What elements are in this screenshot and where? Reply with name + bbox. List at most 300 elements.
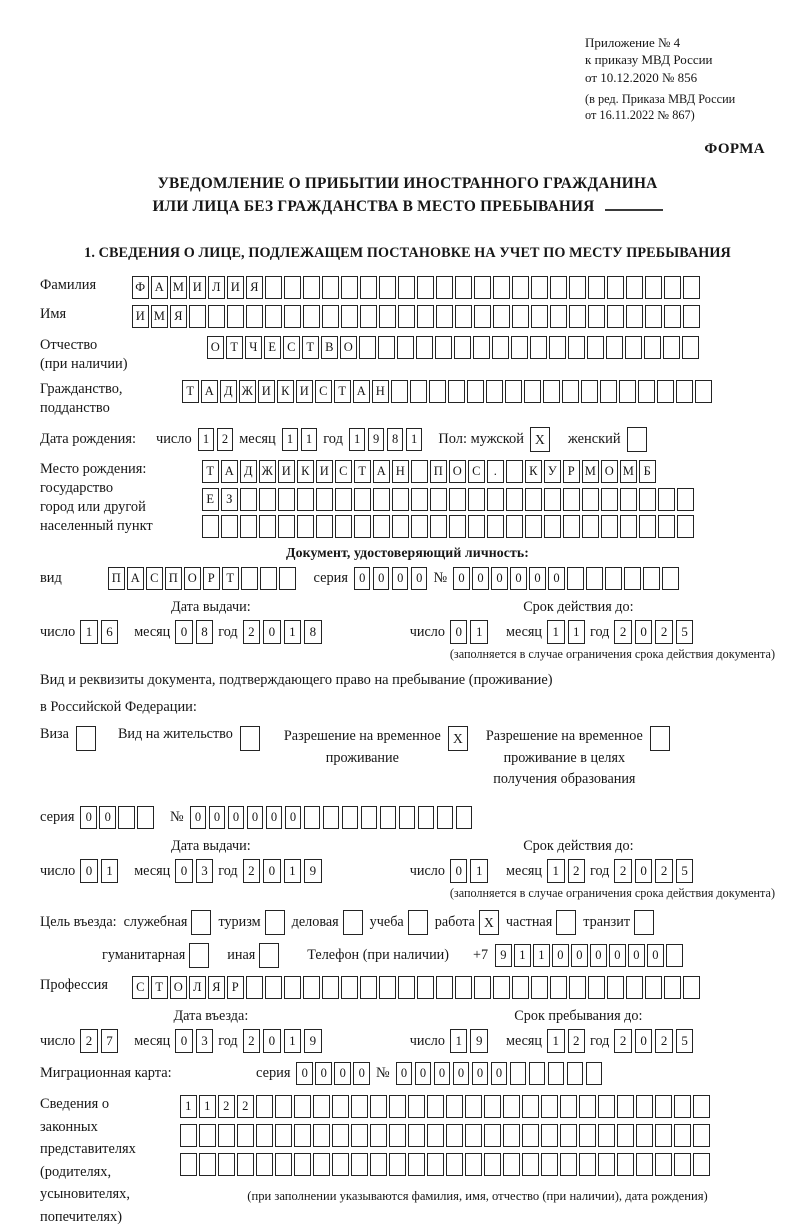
char-box[interactable]: 2 <box>80 1029 98 1053</box>
representatives-input-line2[interactable] <box>180 1124 775 1147</box>
char-box[interactable] <box>522 1095 539 1118</box>
char-box[interactable]: 5 <box>676 1029 694 1053</box>
char-box[interactable]: 1 <box>514 944 531 967</box>
char-box[interactable] <box>541 1153 558 1176</box>
char-box[interactable] <box>303 305 320 328</box>
char-box[interactable] <box>259 515 276 538</box>
char-box[interactable] <box>392 515 409 538</box>
char-box[interactable] <box>275 1095 292 1118</box>
representatives-input-line3[interactable] <box>180 1153 775 1176</box>
char-box[interactable] <box>341 305 358 328</box>
char-box[interactable] <box>588 976 605 999</box>
char-box[interactable] <box>666 944 683 967</box>
char-box[interactable]: С <box>132 976 149 999</box>
char-box[interactable] <box>544 488 561 511</box>
char-box[interactable] <box>606 336 623 359</box>
char-box[interactable]: А <box>221 460 238 483</box>
birthplace-input-line2[interactable] <box>202 488 694 511</box>
char-box[interactable]: З <box>221 488 238 511</box>
char-box[interactable] <box>522 1124 539 1147</box>
char-box[interactable]: 0 <box>590 944 607 967</box>
char-box[interactable] <box>411 488 428 511</box>
char-box[interactable] <box>278 515 295 538</box>
permit-issue-year[interactable] <box>243 859 322 883</box>
char-box[interactable] <box>237 1153 254 1176</box>
char-box[interactable] <box>617 1124 634 1147</box>
char-box[interactable]: К <box>277 380 294 403</box>
char-box[interactable] <box>436 976 453 999</box>
char-box[interactable]: 2 <box>243 620 261 644</box>
char-box[interactable] <box>218 1153 235 1176</box>
char-box[interactable]: О <box>170 976 187 999</box>
char-box[interactable]: 0 <box>453 567 470 590</box>
char-box[interactable]: 9 <box>368 428 385 451</box>
char-box[interactable]: 1 <box>80 620 98 644</box>
char-box[interactable]: В <box>321 336 338 359</box>
char-box[interactable] <box>360 276 377 299</box>
char-box[interactable]: 1 <box>547 859 565 883</box>
doc-valid-day[interactable] <box>450 620 488 644</box>
char-box[interactable] <box>446 1153 463 1176</box>
char-box[interactable]: А <box>373 460 390 483</box>
char-box[interactable] <box>693 1095 710 1118</box>
char-box[interactable] <box>389 1095 406 1118</box>
char-box[interactable] <box>449 515 466 538</box>
char-box[interactable] <box>605 567 622 590</box>
char-box[interactable]: Ж <box>239 380 256 403</box>
char-box[interactable] <box>410 380 427 403</box>
permit-number-input[interactable] <box>190 806 473 829</box>
char-box[interactable] <box>313 1095 330 1118</box>
char-box[interactable] <box>683 305 700 328</box>
temp-residence-edu-checkbox[interactable] <box>650 726 670 751</box>
char-box[interactable] <box>448 380 465 403</box>
char-box[interactable] <box>265 276 282 299</box>
char-box[interactable] <box>503 1124 520 1147</box>
char-box[interactable] <box>524 380 541 403</box>
char-box[interactable]: Д <box>240 460 257 483</box>
char-box[interactable] <box>359 336 376 359</box>
char-box[interactable] <box>303 976 320 999</box>
char-box[interactable] <box>373 488 390 511</box>
char-box[interactable] <box>563 488 580 511</box>
patronymic-input[interactable] <box>207 336 699 359</box>
char-box[interactable] <box>645 976 662 999</box>
char-box[interactable]: 0 <box>491 567 508 590</box>
char-box[interactable] <box>180 1124 197 1147</box>
char-box[interactable]: 0 <box>628 944 645 967</box>
char-box[interactable]: 6 <box>101 620 119 644</box>
char-box[interactable]: 3 <box>196 1029 214 1053</box>
char-box[interactable] <box>351 1124 368 1147</box>
char-box[interactable] <box>484 1095 501 1118</box>
char-box[interactable]: 2 <box>243 859 261 883</box>
char-box[interactable]: О <box>184 567 201 590</box>
char-box[interactable]: Т <box>302 336 319 359</box>
char-box[interactable] <box>332 1124 349 1147</box>
char-box[interactable] <box>398 305 415 328</box>
char-box[interactable] <box>664 976 681 999</box>
char-box[interactable] <box>655 1153 672 1176</box>
char-box[interactable] <box>531 276 548 299</box>
char-box[interactable] <box>522 1153 539 1176</box>
char-box[interactable]: Ф <box>132 276 149 299</box>
char-box[interactable] <box>227 305 244 328</box>
char-box[interactable] <box>430 488 447 511</box>
char-box[interactable] <box>562 380 579 403</box>
char-box[interactable] <box>284 305 301 328</box>
char-box[interactable] <box>240 515 257 538</box>
stay-day[interactable] <box>450 1029 488 1053</box>
purpose-other-checkbox[interactable] <box>259 943 279 968</box>
char-box[interactable]: Т <box>202 460 219 483</box>
name-input[interactable] <box>132 305 700 328</box>
char-box[interactable] <box>645 305 662 328</box>
char-box[interactable]: 0 <box>266 806 283 829</box>
char-box[interactable] <box>486 380 503 403</box>
char-box[interactable] <box>354 488 371 511</box>
char-box[interactable] <box>332 1153 349 1176</box>
char-box[interactable] <box>455 976 472 999</box>
phone-input[interactable] <box>495 944 683 967</box>
char-box[interactable]: Б <box>639 460 656 483</box>
char-box[interactable] <box>436 305 453 328</box>
char-box[interactable]: 0 <box>247 806 264 829</box>
purpose-transit-checkbox[interactable] <box>634 910 654 935</box>
char-box[interactable]: И <box>278 460 295 483</box>
char-box[interactable]: О <box>340 336 357 359</box>
temp-residence-checkbox[interactable]: X <box>448 726 468 751</box>
char-box[interactable] <box>493 276 510 299</box>
char-box[interactable]: 2 <box>568 1029 586 1053</box>
char-box[interactable] <box>430 515 447 538</box>
char-box[interactable] <box>389 1124 406 1147</box>
char-box[interactable] <box>294 1124 311 1147</box>
char-box[interactable]: 9 <box>495 944 512 967</box>
char-box[interactable] <box>408 1153 425 1176</box>
doc-issue-month[interactable] <box>175 620 213 644</box>
char-box[interactable]: И <box>296 380 313 403</box>
char-box[interactable] <box>579 1153 596 1176</box>
char-box[interactable] <box>398 976 415 999</box>
char-box[interactable] <box>676 380 693 403</box>
purpose-business-checkbox[interactable] <box>343 910 363 935</box>
char-box[interactable]: 0 <box>190 806 207 829</box>
char-box[interactable] <box>221 515 238 538</box>
char-box[interactable] <box>588 276 605 299</box>
char-box[interactable] <box>560 1124 577 1147</box>
char-box[interactable] <box>454 336 471 359</box>
char-box[interactable]: У <box>544 460 561 483</box>
char-box[interactable]: О <box>601 460 618 483</box>
char-box[interactable]: 0 <box>80 859 98 883</box>
char-box[interactable]: 1 <box>533 944 550 967</box>
char-box[interactable] <box>411 460 428 483</box>
char-box[interactable]: 7 <box>101 1029 119 1053</box>
char-box[interactable] <box>493 305 510 328</box>
char-box[interactable] <box>548 1062 565 1085</box>
char-box[interactable] <box>449 488 466 511</box>
char-box[interactable]: И <box>316 460 333 483</box>
char-box[interactable]: 1 <box>284 620 302 644</box>
char-box[interactable] <box>455 305 472 328</box>
gender-female-checkbox[interactable] <box>627 427 647 452</box>
char-box[interactable] <box>137 806 154 829</box>
char-box[interactable]: 0 <box>609 944 626 967</box>
char-box[interactable]: 1 <box>198 428 215 451</box>
char-box[interactable] <box>379 305 396 328</box>
char-box[interactable] <box>398 276 415 299</box>
char-box[interactable] <box>392 488 409 511</box>
char-box[interactable] <box>294 1153 311 1176</box>
char-box[interactable] <box>370 1124 387 1147</box>
char-box[interactable] <box>456 806 473 829</box>
char-box[interactable]: Н <box>392 460 409 483</box>
doc-issue-day[interactable] <box>80 620 118 644</box>
char-box[interactable] <box>237 1124 254 1147</box>
char-box[interactable] <box>550 976 567 999</box>
char-box[interactable]: А <box>353 380 370 403</box>
char-box[interactable] <box>208 305 225 328</box>
char-box[interactable]: Д <box>220 380 237 403</box>
char-box[interactable] <box>560 1095 577 1118</box>
char-box[interactable]: Ж <box>259 460 276 483</box>
char-box[interactable]: 0 <box>228 806 245 829</box>
char-box[interactable] <box>541 1095 558 1118</box>
char-box[interactable]: Я <box>170 305 187 328</box>
doc-number-input[interactable] <box>453 567 679 590</box>
char-box[interactable] <box>644 336 661 359</box>
char-box[interactable] <box>313 1153 330 1176</box>
char-box[interactable]: 0 <box>434 1062 451 1085</box>
char-box[interactable]: 0 <box>80 806 97 829</box>
char-box[interactable] <box>636 1153 653 1176</box>
char-box[interactable] <box>484 1153 501 1176</box>
char-box[interactable] <box>505 380 522 403</box>
char-box[interactable] <box>218 1124 235 1147</box>
char-box[interactable] <box>512 305 529 328</box>
char-box[interactable]: Т <box>226 336 243 359</box>
char-box[interactable] <box>544 515 561 538</box>
char-box[interactable]: 2 <box>655 859 673 883</box>
char-box[interactable] <box>657 380 674 403</box>
char-box[interactable] <box>503 1153 520 1176</box>
char-box[interactable]: 5 <box>676 620 694 644</box>
char-box[interactable] <box>639 488 656 511</box>
char-box[interactable] <box>600 380 617 403</box>
char-box[interactable] <box>354 515 371 538</box>
char-box[interactable] <box>323 806 340 829</box>
char-box[interactable] <box>598 1124 615 1147</box>
char-box[interactable]: 3 <box>196 859 214 883</box>
char-box[interactable] <box>598 1153 615 1176</box>
char-box[interactable] <box>465 1124 482 1147</box>
char-box[interactable]: 2 <box>237 1095 254 1118</box>
char-box[interactable]: 0 <box>263 620 281 644</box>
char-box[interactable] <box>579 1095 596 1118</box>
char-box[interactable] <box>427 1095 444 1118</box>
doc-issue-year[interactable] <box>243 620 322 644</box>
char-box[interactable] <box>487 488 504 511</box>
char-box[interactable] <box>655 1124 672 1147</box>
char-box[interactable] <box>360 976 377 999</box>
migration-number-input[interactable] <box>396 1062 603 1085</box>
char-box[interactable]: 1 <box>101 859 119 883</box>
char-box[interactable] <box>655 1095 672 1118</box>
char-box[interactable] <box>341 276 358 299</box>
char-box[interactable]: 1 <box>470 859 488 883</box>
char-box[interactable]: 0 <box>175 1029 193 1053</box>
char-box[interactable] <box>241 567 258 590</box>
char-box[interactable] <box>624 567 641 590</box>
representatives-input-line1[interactable] <box>180 1095 775 1118</box>
char-box[interactable] <box>563 515 580 538</box>
char-box[interactable]: М <box>620 460 637 483</box>
char-box[interactable] <box>569 276 586 299</box>
char-box[interactable] <box>487 515 504 538</box>
char-box[interactable] <box>582 515 599 538</box>
char-box[interactable]: 0 <box>411 567 428 590</box>
char-box[interactable]: М <box>582 460 599 483</box>
char-box[interactable]: 1 <box>406 428 423 451</box>
char-box[interactable] <box>313 1124 330 1147</box>
char-box[interactable] <box>626 276 643 299</box>
char-box[interactable] <box>643 567 660 590</box>
char-box[interactable] <box>511 336 528 359</box>
char-box[interactable]: 0 <box>99 806 116 829</box>
char-box[interactable] <box>569 976 586 999</box>
char-box[interactable]: 0 <box>552 944 569 967</box>
char-box[interactable] <box>256 1153 273 1176</box>
char-box[interactable]: 0 <box>392 567 409 590</box>
char-box[interactable]: 1 <box>284 859 302 883</box>
char-box[interactable] <box>437 806 454 829</box>
char-box[interactable]: С <box>283 336 300 359</box>
char-box[interactable] <box>351 1095 368 1118</box>
char-box[interactable]: С <box>146 567 163 590</box>
char-box[interactable] <box>373 515 390 538</box>
char-box[interactable] <box>601 515 618 538</box>
char-box[interactable] <box>446 1124 463 1147</box>
char-box[interactable] <box>322 305 339 328</box>
char-box[interactable] <box>683 276 700 299</box>
char-box[interactable]: 0 <box>647 944 664 967</box>
char-box[interactable] <box>663 336 680 359</box>
char-box[interactable] <box>417 305 434 328</box>
char-box[interactable] <box>607 276 624 299</box>
char-box[interactable] <box>598 1095 615 1118</box>
doc-series-input[interactable] <box>354 567 428 590</box>
char-box[interactable] <box>525 515 542 538</box>
char-box[interactable] <box>639 515 656 538</box>
permit-series-input[interactable] <box>80 806 154 829</box>
char-box[interactable] <box>294 1095 311 1118</box>
char-box[interactable] <box>525 488 542 511</box>
char-box[interactable] <box>625 336 642 359</box>
char-box[interactable] <box>256 1095 273 1118</box>
char-box[interactable]: 0 <box>450 620 468 644</box>
char-box[interactable]: 2 <box>655 620 673 644</box>
char-box[interactable] <box>626 976 643 999</box>
char-box[interactable] <box>256 1124 273 1147</box>
char-box[interactable]: 0 <box>548 567 565 590</box>
char-box[interactable] <box>664 305 681 328</box>
char-box[interactable] <box>389 1153 406 1176</box>
char-box[interactable] <box>303 276 320 299</box>
char-box[interactable] <box>332 1095 349 1118</box>
gender-male-checkbox[interactable]: X <box>530 427 550 452</box>
char-box[interactable]: А <box>151 276 168 299</box>
visa-checkbox[interactable] <box>76 726 96 751</box>
char-box[interactable] <box>550 305 567 328</box>
char-box[interactable] <box>297 488 314 511</box>
char-box[interactable] <box>260 567 277 590</box>
char-box[interactable] <box>429 380 446 403</box>
char-box[interactable]: 0 <box>472 567 489 590</box>
char-box[interactable] <box>503 1095 520 1118</box>
char-box[interactable] <box>581 380 598 403</box>
char-box[interactable]: 2 <box>218 1095 235 1118</box>
char-box[interactable]: О <box>207 336 224 359</box>
char-box[interactable] <box>645 276 662 299</box>
char-box[interactable]: Л <box>189 976 206 999</box>
char-box[interactable]: 1 <box>450 1029 468 1053</box>
char-box[interactable] <box>693 1153 710 1176</box>
char-box[interactable]: 9 <box>470 1029 488 1053</box>
char-box[interactable] <box>416 336 433 359</box>
char-box[interactable] <box>531 305 548 328</box>
char-box[interactable]: 0 <box>334 1062 351 1085</box>
char-box[interactable]: 0 <box>315 1062 332 1085</box>
char-box[interactable] <box>620 515 637 538</box>
char-box[interactable]: П <box>108 567 125 590</box>
char-box[interactable] <box>474 276 491 299</box>
char-box[interactable]: 9 <box>304 859 322 883</box>
char-box[interactable] <box>335 488 352 511</box>
char-box[interactable] <box>379 976 396 999</box>
surname-input[interactable] <box>132 276 700 299</box>
char-box[interactable]: Я <box>246 276 263 299</box>
char-box[interactable] <box>436 276 453 299</box>
char-box[interactable] <box>607 976 624 999</box>
char-box[interactable] <box>619 380 636 403</box>
char-box[interactable] <box>658 515 675 538</box>
char-box[interactable] <box>468 488 485 511</box>
char-box[interactable]: 2 <box>614 620 632 644</box>
char-box[interactable] <box>620 488 637 511</box>
char-box[interactable]: 8 <box>387 428 404 451</box>
char-box[interactable] <box>465 1095 482 1118</box>
char-box[interactable]: 0 <box>472 1062 489 1085</box>
char-box[interactable] <box>683 976 700 999</box>
char-box[interactable] <box>322 976 339 999</box>
char-box[interactable]: Т <box>334 380 351 403</box>
char-box[interactable] <box>586 1062 603 1085</box>
char-box[interactable] <box>278 488 295 511</box>
doc-valid-month[interactable] <box>547 620 585 644</box>
char-box[interactable]: О <box>449 460 466 483</box>
char-box[interactable]: А <box>127 567 144 590</box>
birth-day-input[interactable] <box>198 428 234 451</box>
char-box[interactable] <box>279 567 296 590</box>
char-box[interactable] <box>541 1124 558 1147</box>
char-box[interactable] <box>418 806 435 829</box>
char-box[interactable]: П <box>430 460 447 483</box>
char-box[interactable] <box>455 276 472 299</box>
char-box[interactable]: 0 <box>635 620 653 644</box>
char-box[interactable]: С <box>335 460 352 483</box>
char-box[interactable] <box>342 806 359 829</box>
